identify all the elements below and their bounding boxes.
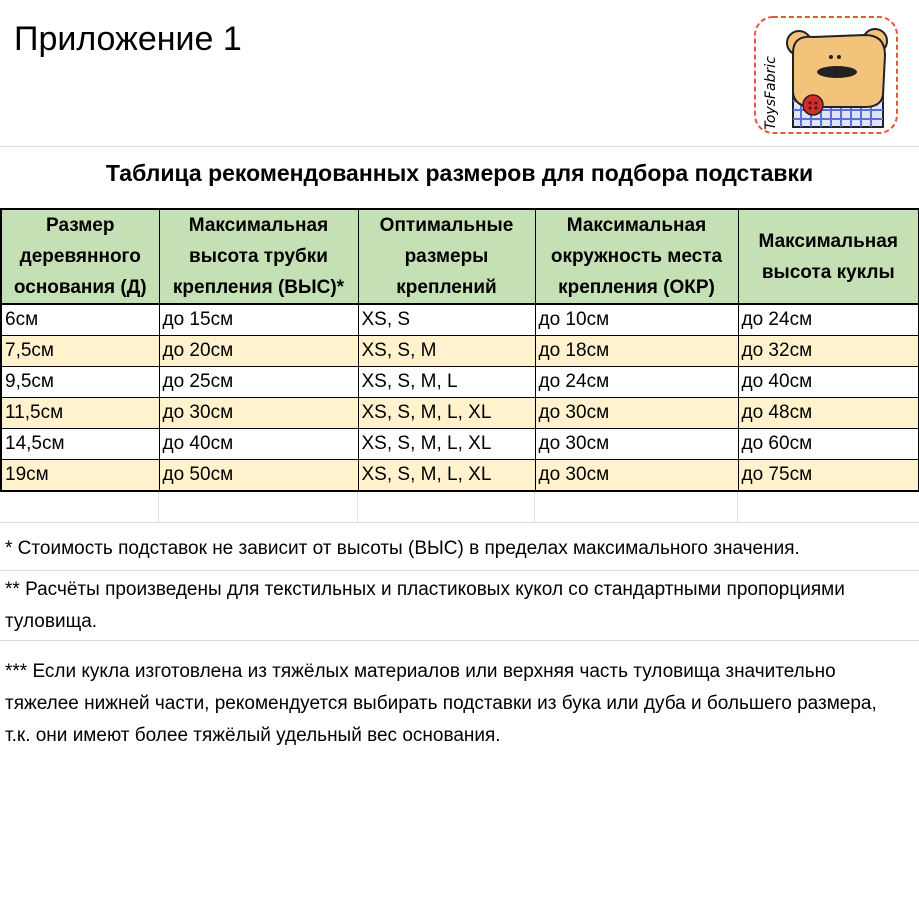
table-title: Таблица рекомендованных размеров для подбора подставки <box>105 160 814 186</box>
table-cell: до 50см <box>159 460 358 492</box>
table-cell: до 30см <box>535 429 738 460</box>
toysfabric-logo <box>753 15 899 135</box>
table-cell: 9,5см <box>1 367 159 398</box>
grid-line <box>737 492 738 522</box>
table-row <box>1 398 919 429</box>
table-cell: 11,5см <box>1 398 159 429</box>
footnote-heavy-doll: *** Если кукла изготовлена из тяжёлых материалов или верхняя часть туловища значительно тяжелее нижней части, рекомендуется выбирать подставки из бука или дуба и большего размера, т.к. они имеют более тяжёлый удельный вес основания. <box>5 661 877 746</box>
svg-text:ToysFabric: ToysFabric <box>763 56 779 130</box>
table-row <box>1 429 919 460</box>
table-cell: до 25см <box>159 367 358 398</box>
table-cell: 6см <box>1 304 159 336</box>
grid-line <box>534 492 535 522</box>
grid-line <box>0 640 919 641</box>
table-cell: до 30см <box>159 398 358 429</box>
table-cell: XS, S, M, L, XL <box>358 398 535 429</box>
table-cell: до 40см <box>159 429 358 460</box>
column-header-circumference: Максимальная окружность места крепления (ОКР) <box>535 209 738 304</box>
grid-line <box>0 522 919 523</box>
table-cell: до 24см <box>535 367 738 398</box>
table-row <box>1 460 919 492</box>
column-header-doll-height: Максимальная высота куклы <box>738 209 919 304</box>
table-cell: до 30см <box>535 398 738 429</box>
grid-line <box>0 570 919 571</box>
table-cell: до 15см <box>159 304 358 336</box>
table-cell: XS, S, M, L <box>358 367 535 398</box>
footnote-price: * Стоимость подставок не зависит от высоты (ВЫС) в пределах максимального значения. <box>5 538 800 559</box>
size-table <box>0 208 919 492</box>
table-cell: XS, S, M, L, XL <box>358 429 535 460</box>
table-cell: XS, S <box>358 304 535 336</box>
table-cell: 19см <box>1 460 159 492</box>
grid-line <box>0 146 919 147</box>
table-row <box>1 336 919 367</box>
grid-line <box>158 492 159 522</box>
table-cell: XS, S, M, L, XL <box>358 460 535 492</box>
table-cell: до 20см <box>159 336 358 367</box>
table-header-row <box>1 209 919 304</box>
table-cell: 14,5см <box>1 429 159 460</box>
grid-line <box>357 492 358 522</box>
bear-logo-icon <box>787 29 887 127</box>
column-header-base-size: Размер деревянного основания (Д) <box>1 209 159 304</box>
table-row <box>1 367 919 398</box>
page-title: Приложение 1 <box>14 20 242 58</box>
table-cell: до 30см <box>535 460 738 492</box>
table-cell: до 48см <box>738 398 919 429</box>
table-cell: до 18см <box>535 336 738 367</box>
table-cell: 7,5см <box>1 336 159 367</box>
table-cell: до 32см <box>738 336 919 367</box>
table-cell: до 75см <box>738 460 919 492</box>
column-header-mount-sizes: Оптимальные размеры креплений <box>358 209 535 304</box>
table-row <box>1 304 919 336</box>
column-header-tube-height: Максимальная высота трубки крепления (ВЫС)* <box>159 209 358 304</box>
table-cell: до 10см <box>535 304 738 336</box>
table-cell: до 40см <box>738 367 919 398</box>
footnote-calculation: ** Расчёты произведены для текстильных и пластиковых кукол со стандартными пропорциями туловища. <box>5 579 845 632</box>
table-cell: до 24см <box>738 304 919 336</box>
table-cell: до 60см <box>738 429 919 460</box>
table-cell: XS, S, M <box>358 336 535 367</box>
